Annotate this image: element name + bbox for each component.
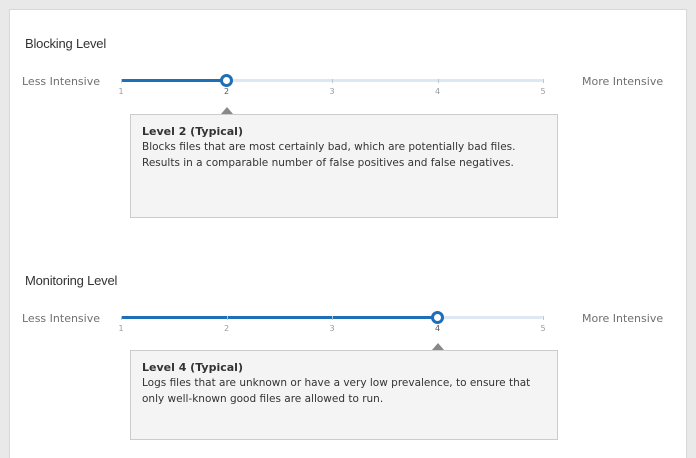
monitoring-level-slider[interactable]	[118, 309, 546, 333]
monitoring-tick-label[interactable]: 2	[223, 324, 230, 333]
monitoring-max-label: More Intensive	[582, 312, 664, 325]
blocking-tick-label[interactable]: 2	[223, 87, 230, 96]
blocking-level-title: Blocking Level	[25, 36, 107, 51]
monitoring-level-title: Monitoring Level	[25, 273, 118, 288]
blocking-tick-mark	[121, 79, 122, 83]
blocking-tick-label[interactable]: 4	[434, 87, 441, 96]
monitoring-tick-label[interactable]: 5	[540, 324, 546, 333]
blocking-slider-handle[interactable]	[220, 74, 233, 87]
settings-panel	[9, 9, 687, 458]
monitoring-tick-label[interactable]: 3	[329, 324, 335, 333]
blocking-max-label: More Intensive	[582, 75, 664, 88]
blocking-tick-label[interactable]: 3	[329, 87, 335, 96]
monitoring-tick-mark	[332, 316, 333, 320]
monitoring-tick-mark	[121, 316, 122, 320]
monitoring-level-tooltip	[130, 350, 558, 440]
blocking-tick-mark	[438, 79, 439, 83]
blocking-tooltip-title: Level 2 (Typical)	[142, 125, 243, 138]
monitoring-min-label: Less Intensive	[22, 312, 100, 325]
monitoring-slider-handle[interactable]	[431, 311, 444, 324]
blocking-slider-fill	[121, 79, 227, 82]
monitoring-slider-fill	[121, 316, 438, 319]
monitoring-tooltip-title: Level 4 (Typical)	[142, 361, 243, 374]
monitoring-tooltip-pointer-icon	[432, 343, 444, 350]
blocking-tick-label[interactable]: 1	[118, 87, 124, 96]
monitoring-tick-label[interactable]: 1	[118, 324, 124, 333]
monitoring-tooltip-text: Logs files that are unknown or have a very low prevalence, to ensure that only well-known good files are allowed to run.	[142, 377, 531, 405]
monitoring-tick-mark	[543, 316, 544, 320]
blocking-tooltip-text: Blocks files that are most certainly bad, which are potentially bad files. Results in a comparable number of false positives and false negatives.	[142, 141, 516, 169]
blocking-tick-mark	[332, 79, 333, 83]
blocking-tick-mark	[543, 79, 544, 83]
blocking-level-tooltip	[130, 114, 558, 218]
blocking-min-label: Less Intensive	[22, 75, 100, 88]
blocking-tick-label[interactable]: 5	[540, 87, 546, 96]
blocking-tooltip-pointer-icon	[221, 107, 233, 114]
monitoring-tick-label[interactable]: 4	[434, 324, 441, 333]
blocking-level-slider[interactable]	[118, 72, 546, 96]
monitoring-tick-mark	[227, 316, 228, 320]
